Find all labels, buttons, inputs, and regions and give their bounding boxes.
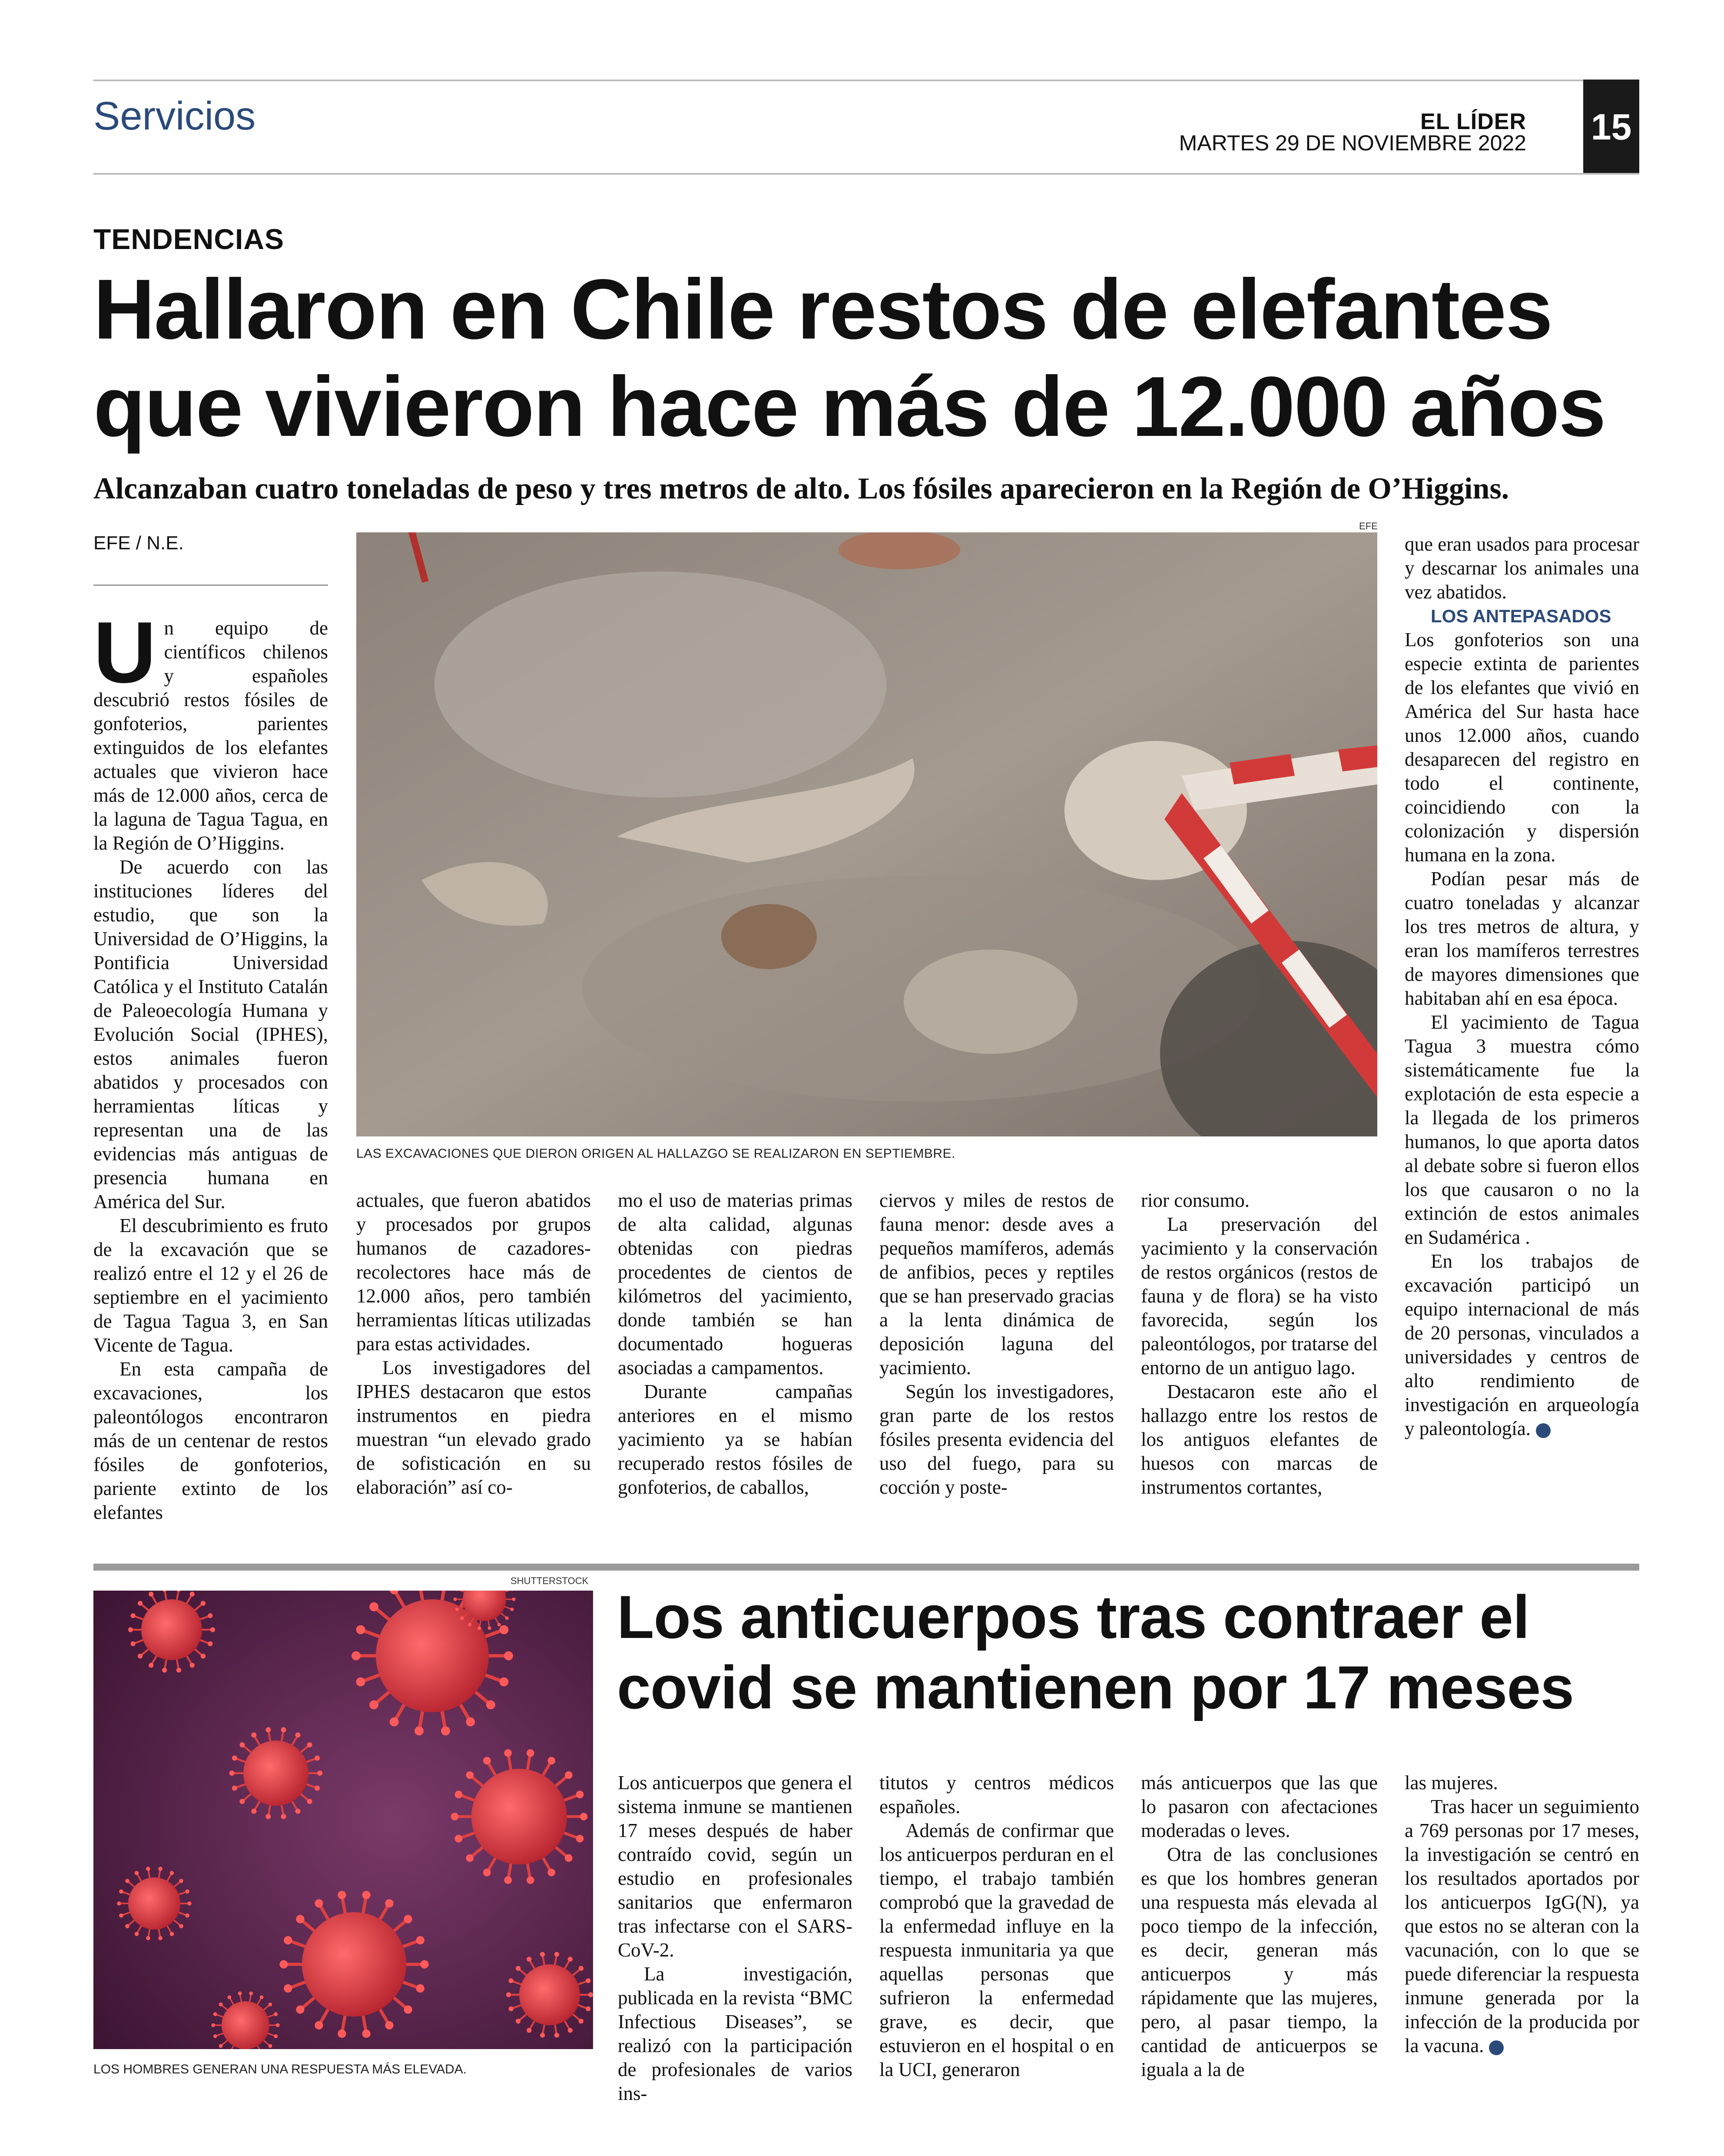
photo-caption: LAS EXCAVACIONES QUE DIERON ORIGEN AL HALLAZGO SE REALIZARON EN SEPTIEMBRE. (356, 1146, 955, 1161)
drop-cap: U (93, 604, 156, 701)
body-paragraph: La preservación del yacimiento y la conservación de restos orgánicos (restos de fauna y de flora) se ha visto favorecida, según los paleontólogos, por tratarse del entorno de un antiguo lago. (1141, 1213, 1378, 1379)
header-bottom-rule (93, 173, 1639, 175)
story-kicker: TENDENCIAS (93, 223, 285, 255)
body-paragraph: En esta campaña de excavaciones, los paleontólogos encontraron más de un centenar de restos fósiles de gonfoterios, pariente extinto de los elefantes (93, 1358, 328, 1523)
story2-column-2 (879, 1771, 1114, 2082)
photo-credit: EFE (1359, 521, 1378, 532)
story2-column-4 (1405, 1771, 1639, 2058)
body-paragraph: titutos y centros médicos españoles. (879, 1772, 1114, 1817)
story-end-icon: ✪ (1489, 2040, 1504, 2055)
page-number: 15 (1583, 80, 1639, 175)
body-paragraph: ciervos y miles de restos de fauna menor: desde aves a pequeños mamíferos, además de anfibios, peces y reptiles que se han preservado gracias a la lenta dinámica de deposición laguna del yacimiento. (879, 1189, 1114, 1379)
body-paragraph: Podían pesar más de cuatro toneladas y alcanzar los tres metros de altura, y eran los mamíferos terrestres de mayores dimensiones que habitaban ahí en esa época. (1405, 868, 1639, 1009)
story2-column-1 (618, 1771, 852, 2106)
story-headline (617, 1582, 1642, 1723)
body-paragraph: La investigación, publicada en la revista “BMC Infectious Diseases”, se realizó con la participación de profesionales de varios ins- (618, 1963, 852, 2104)
story1-column-6 (1405, 532, 1639, 1441)
body-paragraph: que eran usados para procesar y descarnar los animales una vez abatidos. (1405, 533, 1639, 603)
lead-paragraph: Un equipo de científicos chilenos y españoles descubrió restos fósiles de gonfoterios, parientes extinguidos de los elefantes actuales que vivieron hace más de 12.000 años, cerca de la laguna de Tagua Tagua, en la Región de O’Higgins. (93, 604, 328, 854)
body-paragraph: Otra de las conclusiones es que los hombres generan una respuesta más elevada al poco tiempo de la infección, es decir, generan más anticuerpos y más rápidamente que las mujeres, pero, al pasar tiempo, la cantidad de anticuerpos se iguala a la de (1141, 1844, 1378, 2080)
newspaper-name: EL LÍDER (1420, 109, 1526, 134)
photo-credit: SHUTTERSTOCK (511, 1575, 589, 1586)
virus-illustration (93, 1591, 593, 2049)
body-paragraph: Los anticuerpos que genera el sistema inmune se mantienen 17 meses después de haber contraído covid, según un estudio en profesionales sanitarios que enfermaron tras infectarse con el SARS-CoV-2. (618, 1772, 852, 1961)
section-subtitle: LOS ANTEPASADOS (1431, 606, 1611, 626)
body-paragraph: actuales, que fueron abatidos y procesados por grupos humanos de cazadores-recolectores hace más de 12.000 años, pero también herramientas líticas utilizadas para estas actividades. (356, 1189, 591, 1355)
body-paragraph: mo el uso de materias primas de alta calidad, algunas obtenidas con piedras procedentes de cientos de kilómetros del yacimiento, donde también se han documentado hogueras asociadas a campamentos. (618, 1189, 852, 1379)
body-paragraph: Además de confirmar que los anticuerpos perduran en el tiempo, el trabajo también comprobó que la gravedad de la enfermedad influye en la respuesta inmunitaria ya que aquellas personas que sufrieron la enfermedad grave, es decir, que estuvieron en el hospital o en la UCI, generaron (879, 1820, 1114, 2080)
body-paragraph: El descubrimiento es fruto de la excavación que se realizó entre el 12 y el 26 de septiembre en el yacimiento de Tagua Tagua 3, en San Vicente de Tagua. (93, 1215, 328, 1356)
story2-column-3 (1141, 1771, 1378, 2082)
body-paragraph: rior consumo. (1141, 1189, 1250, 1211)
headline-line-1: Hallaron en Chile restos de elefantes (93, 262, 1552, 357)
body-paragraph: las mujeres. (1405, 1772, 1498, 1794)
story1-column-3 (618, 1189, 852, 1499)
body-paragraph: Tras hacer un seguimiento a 769 personas por 17 meses, la investigación se centró en los resultados aportados por los anticuerpos IgG(N), ya que estos no se alteran con la vacunación, con lo que se puede diferenciar la respuesta inmune generada por la infección de la producida por la vacuna. ✪ (1405, 1796, 1639, 2056)
body-paragraph: Durante campañas anteriores en el mismo yacimiento ya se habían recuperado restos fósiles de gonfoterios, de caballos, (618, 1381, 852, 1498)
body-paragraph: más anticuerpos que las que lo pasaron con afectaciones moderadas o leves. (1141, 1772, 1378, 1841)
body-paragraph: Los investigadores del IPHES destacaron que estos instrumentos en piedra muestran “un elevado grado de sofisticación en su elaboración” así co- (356, 1357, 591, 1498)
body-paragraph: En los trabajos de excavación participó un equipo internacional de más de 20 personas, vinculados a universidades y centros de alto rendimiento de investigación en arqueología y paleontología. ✪ (1405, 1250, 1639, 1439)
body-paragraph: Los gonfoterios son una especie extinta de parientes de los elefantes que vivió en América del Sur hasta hace unos 12.000 años, cuando desaparecen del registro en todo el continente, coincidiendo con la colonización y dispersión humana en la zona. (1405, 629, 1639, 866)
body-paragraph: De acuerdo con las instituciones líderes del estudio, que son la Universidad de O’Higgins, la Pontificia Universidad Católica y el Instituto Catalán de Paleoecología Humana y Evolución Social (IPHES), estos animales fueron abatidos y procesados con herramientas líticas y representan una de las evidencias más antiguas de presencia humana en América del Sur. (93, 856, 328, 1213)
story-divider (93, 1564, 1639, 1571)
issue-date: MARTES 29 DE NOVIEMBRE 2022 (1179, 131, 1526, 155)
story-subhead: Alcanzaban cuatro toneladas de peso y tres metros de alto. Los fósiles aparecieron en la Región de O’Higgins. (93, 472, 1509, 505)
byline-rule (93, 585, 328, 586)
headline-line-1: Los anticuerpos tras contraer el (617, 1583, 1529, 1651)
story1-column-4 (879, 1189, 1114, 1499)
story-headline (93, 261, 1658, 455)
story1-column-5 (1141, 1189, 1378, 1499)
header-top-rule (93, 80, 1639, 81)
story1-column-1 (93, 604, 328, 1525)
body-paragraph: Según los investigadores, gran parte de los restos fósiles presenta evidencia del uso del fuego, para su cocción y poste- (879, 1381, 1114, 1498)
body-paragraph: El yacimiento de Tagua Tagua 3 muestra cómo sistemáticamente fue la explotación de esta especie a la llegada de los primeros humanos, lo que aporta datos al debate sobre si fueron ellos los que causaron o no la extinción de estos animales en Sudamérica . (1405, 1011, 1639, 1248)
excavation-photo-art (356, 532, 1377, 1136)
byline: EFE / N.E. (93, 532, 184, 554)
headline-line-2: covid se mantienen por 17 meses (617, 1653, 1574, 1721)
excavation-photo (356, 532, 1377, 1136)
section-name: Servicios (93, 94, 256, 138)
story1-column-2 (356, 1189, 591, 1499)
virus-photo (93, 1591, 593, 2049)
photo-caption: LOS HOMBRES GENERAN UNA RESPUESTA MÁS ELEVADA. (93, 2062, 467, 2076)
story-end-icon: ✪ (1536, 1423, 1551, 1438)
body-paragraph: Destacaron este año el hallazgo entre los restos de los antiguos elefantes de huesos con marcas de instrumentos cortantes, (1141, 1381, 1378, 1498)
headline-line-2: que vivieron hace más de 12.000 años (93, 359, 1605, 454)
